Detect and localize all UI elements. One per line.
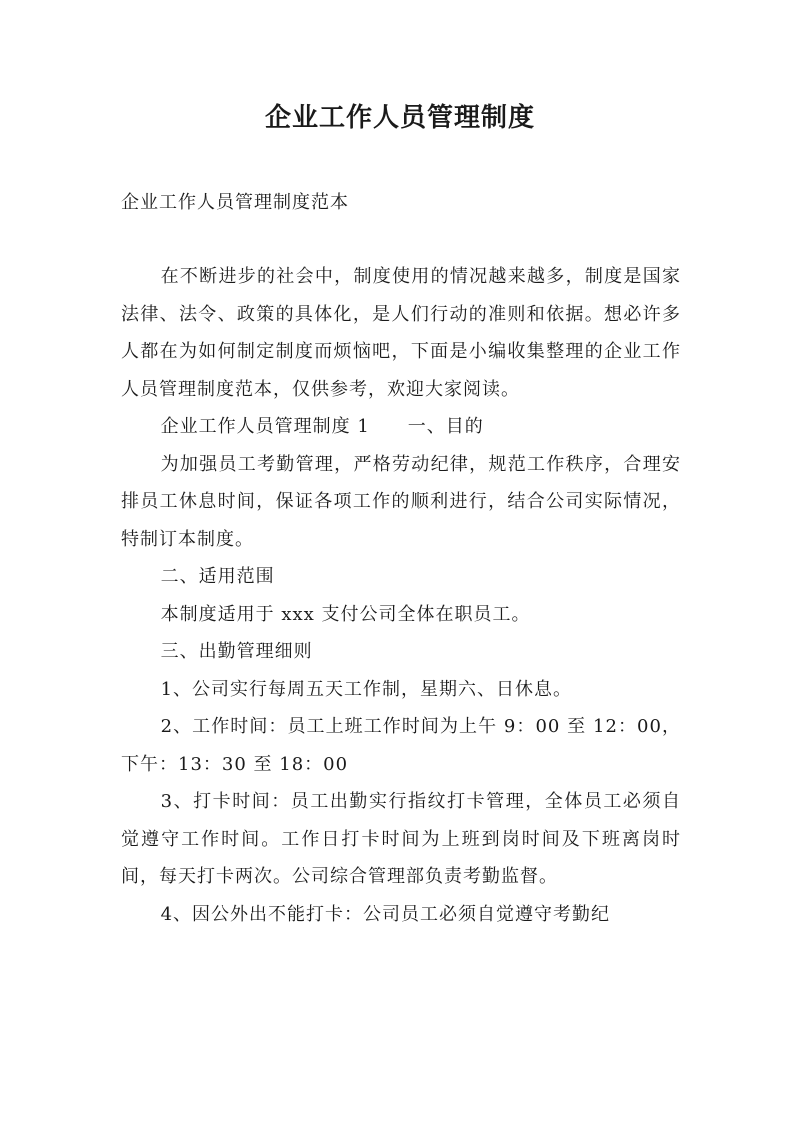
document-title: 企业工作人员管理制度 bbox=[264, 103, 535, 133]
paragraph-intro: 在不断进步的社会中，制度使用的情况越来越多，制度是国家法律、法令、政策的具体化，是人们行动的准则和依据。想必许多人都在为如何制定制度而烦恼吧，下面是小编收集整理的企业工作人员管理制度范本，仅供参考，欢迎大家阅读。 bbox=[121, 266, 681, 400]
paragraph-section-heading-purpose: 企业工作人员管理制度 1 一、目的 bbox=[160, 416, 484, 437]
paragraph-rule-3: 3、打卡时间：员工出勤实行指纹打卡管理，全体员工必须自觉遵守工作时间。工作日打卡时间为上班到岗时间及下班离岗时间，每天打卡两次。公司综合管理部负责考勤监督。 bbox=[121, 791, 681, 887]
paragraph-heading-scope: 二、适用范围 bbox=[160, 566, 275, 587]
document-body bbox=[121, 258, 681, 933]
paragraph-purpose: 为加强员工考勤管理，严格劳动纪律，规范工作秩序，合理安排员工休息时间，保证各项工作的顺利进行，结合公司实际情况，特制订本制度。 bbox=[121, 453, 681, 550]
paragraph-scope: 本制度适用于 xxx 支付公司全体在职员工。 bbox=[160, 603, 531, 625]
paragraph-rule-2: 2、工作时间：员工上班工作时间为上午 9：00 至 12：00，下午：13：30 至 18：00 bbox=[121, 716, 681, 775]
paragraph-heading-attendance: 三、出勤管理细则 bbox=[160, 641, 313, 662]
paragraph-rule-4: 4、因公外出不能打卡：公司员工必须自觉遵守考勤纪 bbox=[160, 903, 611, 925]
paragraph-rule-1: 1、公司实行每周五天工作制，星期六、日休息。 bbox=[160, 678, 573, 700]
document-subtitle: 企业工作人员管理制度范本 bbox=[121, 192, 349, 213]
